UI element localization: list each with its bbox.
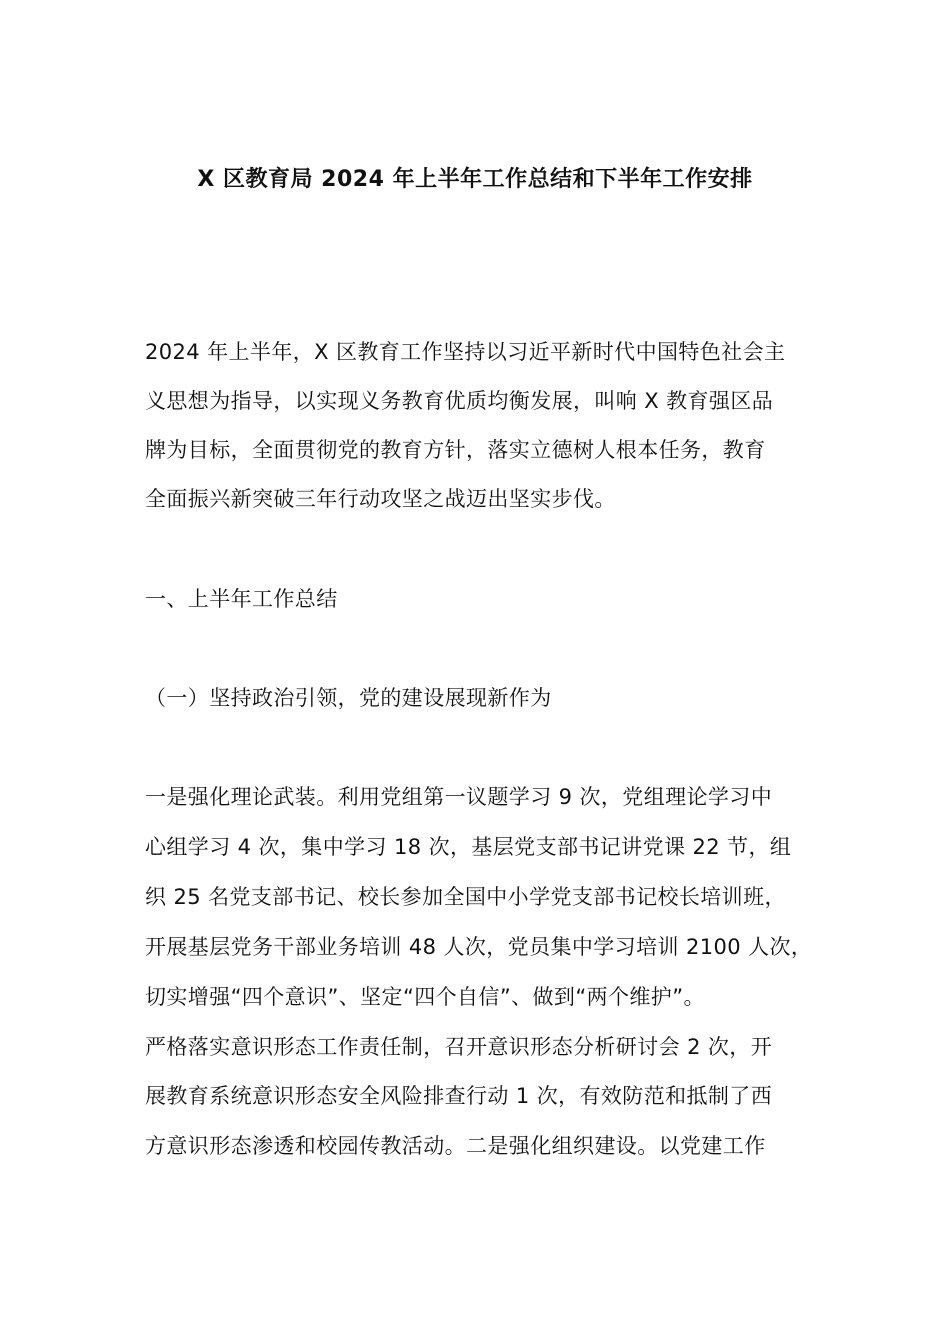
- intro-line-4: 全面振兴新突破三年行动攻坚之战迈出坚实步伐。: [145, 487, 616, 511]
- body-line-8: 方意识形态渗透和校园传教活动。二是强化组织建设。以党建工作: [145, 1134, 766, 1158]
- intro-line-3: 牌为目标，全面贯彻党的教育方针，落实立德树人根本任务，教育: [145, 438, 766, 462]
- body-line-5: 切实增强“四个意识”、坚定“四个自信”、做到“两个维护”。: [145, 985, 705, 1009]
- subsection-heading: （一）坚持政治引领，党的建设展现新作为: [145, 686, 552, 710]
- intro-line-2: 义思想为指导，以实现义务教育优质均衡发展，叫响 X 教育强区品: [145, 389, 774, 413]
- body-line-6: 严格落实意识形态工作责任制，召开意识形态分析研讨会 2 次，开: [145, 1035, 773, 1059]
- intro-line-1: 2024 年上半年，X 区教育工作坚持以习近平新时代中国特色社会主: [145, 340, 786, 364]
- body-line-7: 展教育系统意识形态安全风险排查行动 1 次，有效防范和抵制了西: [145, 1084, 773, 1108]
- document-title: X 区教育局 2024 年上半年工作总结和下半年工作安排: [197, 167, 753, 192]
- body-line-2: 心组学习 4 次，集中学习 18 次，基层党支部书记讲党课 22 节，组: [145, 835, 792, 859]
- body-line-3: 织 25 名党支部书记、校长参加全国中小学党支部书记校长培训班，: [145, 885, 786, 909]
- section-heading: 一、上半年工作总结: [145, 587, 338, 611]
- body-line-4: 开展基层党务干部业务培训 48 人次，党员集中学习培训 2100 人次，: [145, 935, 813, 959]
- body-line-1: 一是强化理论武装。利用党组第一议题学习 9 次，党组理论学习中: [145, 785, 773, 809]
